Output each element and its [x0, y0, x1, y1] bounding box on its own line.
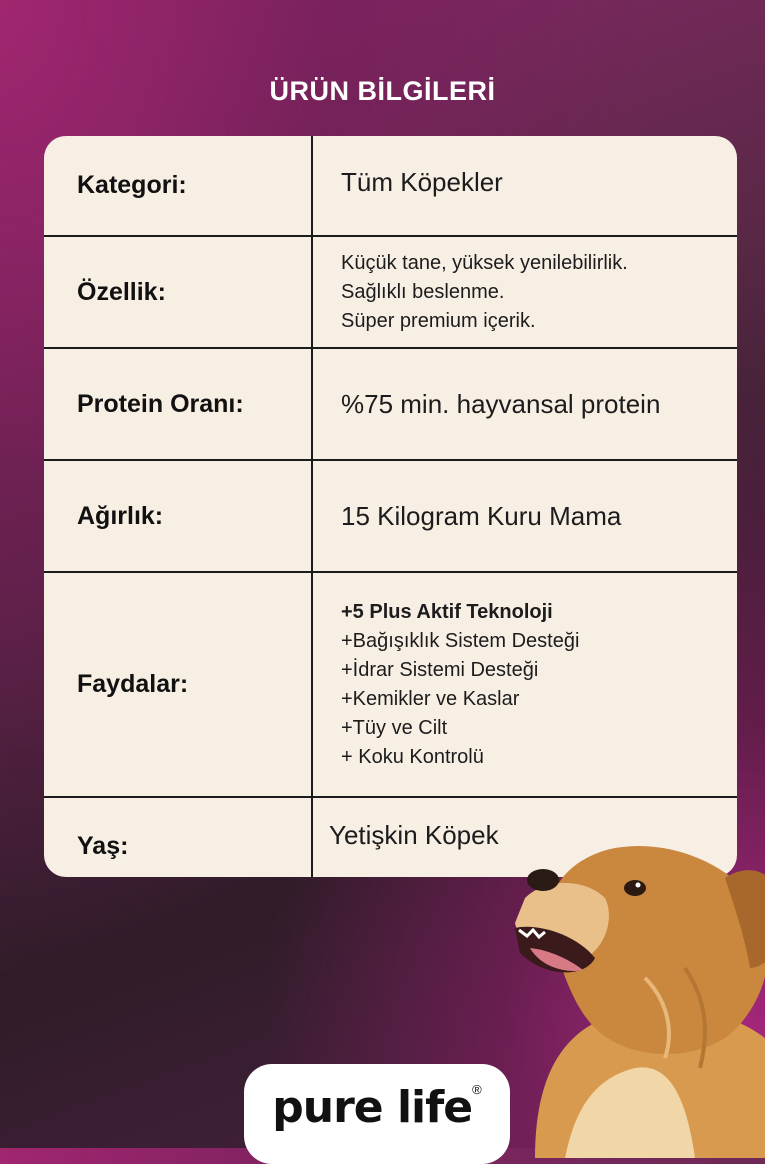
brand-logo: [244, 1064, 510, 1164]
value-line: +Bağışıklık Sistem Desteği: [341, 629, 580, 652]
value-line: Süper premium içerik.: [341, 309, 536, 332]
value-line: + Koku Kontrolü: [341, 745, 484, 768]
logo-text: pure life: [272, 1082, 473, 1133]
row-protein: [44, 349, 737, 461]
value-line: Yetişkin Köpek: [329, 820, 499, 850]
page-title: ÜRÜN BİLGİLERİ: [269, 76, 496, 106]
row-value: [313, 237, 737, 347]
row-label: Yaş:: [44, 798, 313, 877]
row-agirlik: [44, 461, 737, 573]
value-line: +Kemikler ve Kaslar: [341, 687, 520, 710]
value-line: Küçük tane, yüksek yenilebilirlik.: [341, 251, 628, 274]
registered-mark: ®: [472, 1082, 482, 1097]
value-line: %75 min. hayvansal protein: [341, 388, 661, 419]
row-ozellik: [44, 237, 737, 349]
row-value: [313, 461, 737, 571]
value-line: 15 Kilogram Kuru Mama: [341, 500, 622, 531]
row-value: [313, 573, 737, 796]
value-line: +Tüy ve Cilt: [341, 716, 448, 739]
row-label: Protein Oranı:: [44, 349, 313, 459]
row-faydalar: [44, 573, 737, 798]
value-line: Sağlıklı beslenme.: [341, 280, 505, 303]
row-label: Ağırlık:: [44, 461, 313, 571]
row-label: Özellik:: [44, 237, 313, 347]
row-kategori: [44, 136, 737, 237]
row-label: Faydalar:: [44, 573, 313, 796]
row-value: [313, 136, 737, 235]
value-line: +5 Plus Aktif Teknoloji: [341, 600, 553, 623]
row-value: [313, 349, 737, 459]
value-line: Tüm Köpekler: [341, 167, 503, 197]
row-label: Kategori:: [44, 136, 313, 235]
dog-image: [495, 838, 765, 1158]
value-line: +İdrar Sistemi Desteği: [341, 658, 539, 681]
product-info-table: [44, 136, 737, 877]
